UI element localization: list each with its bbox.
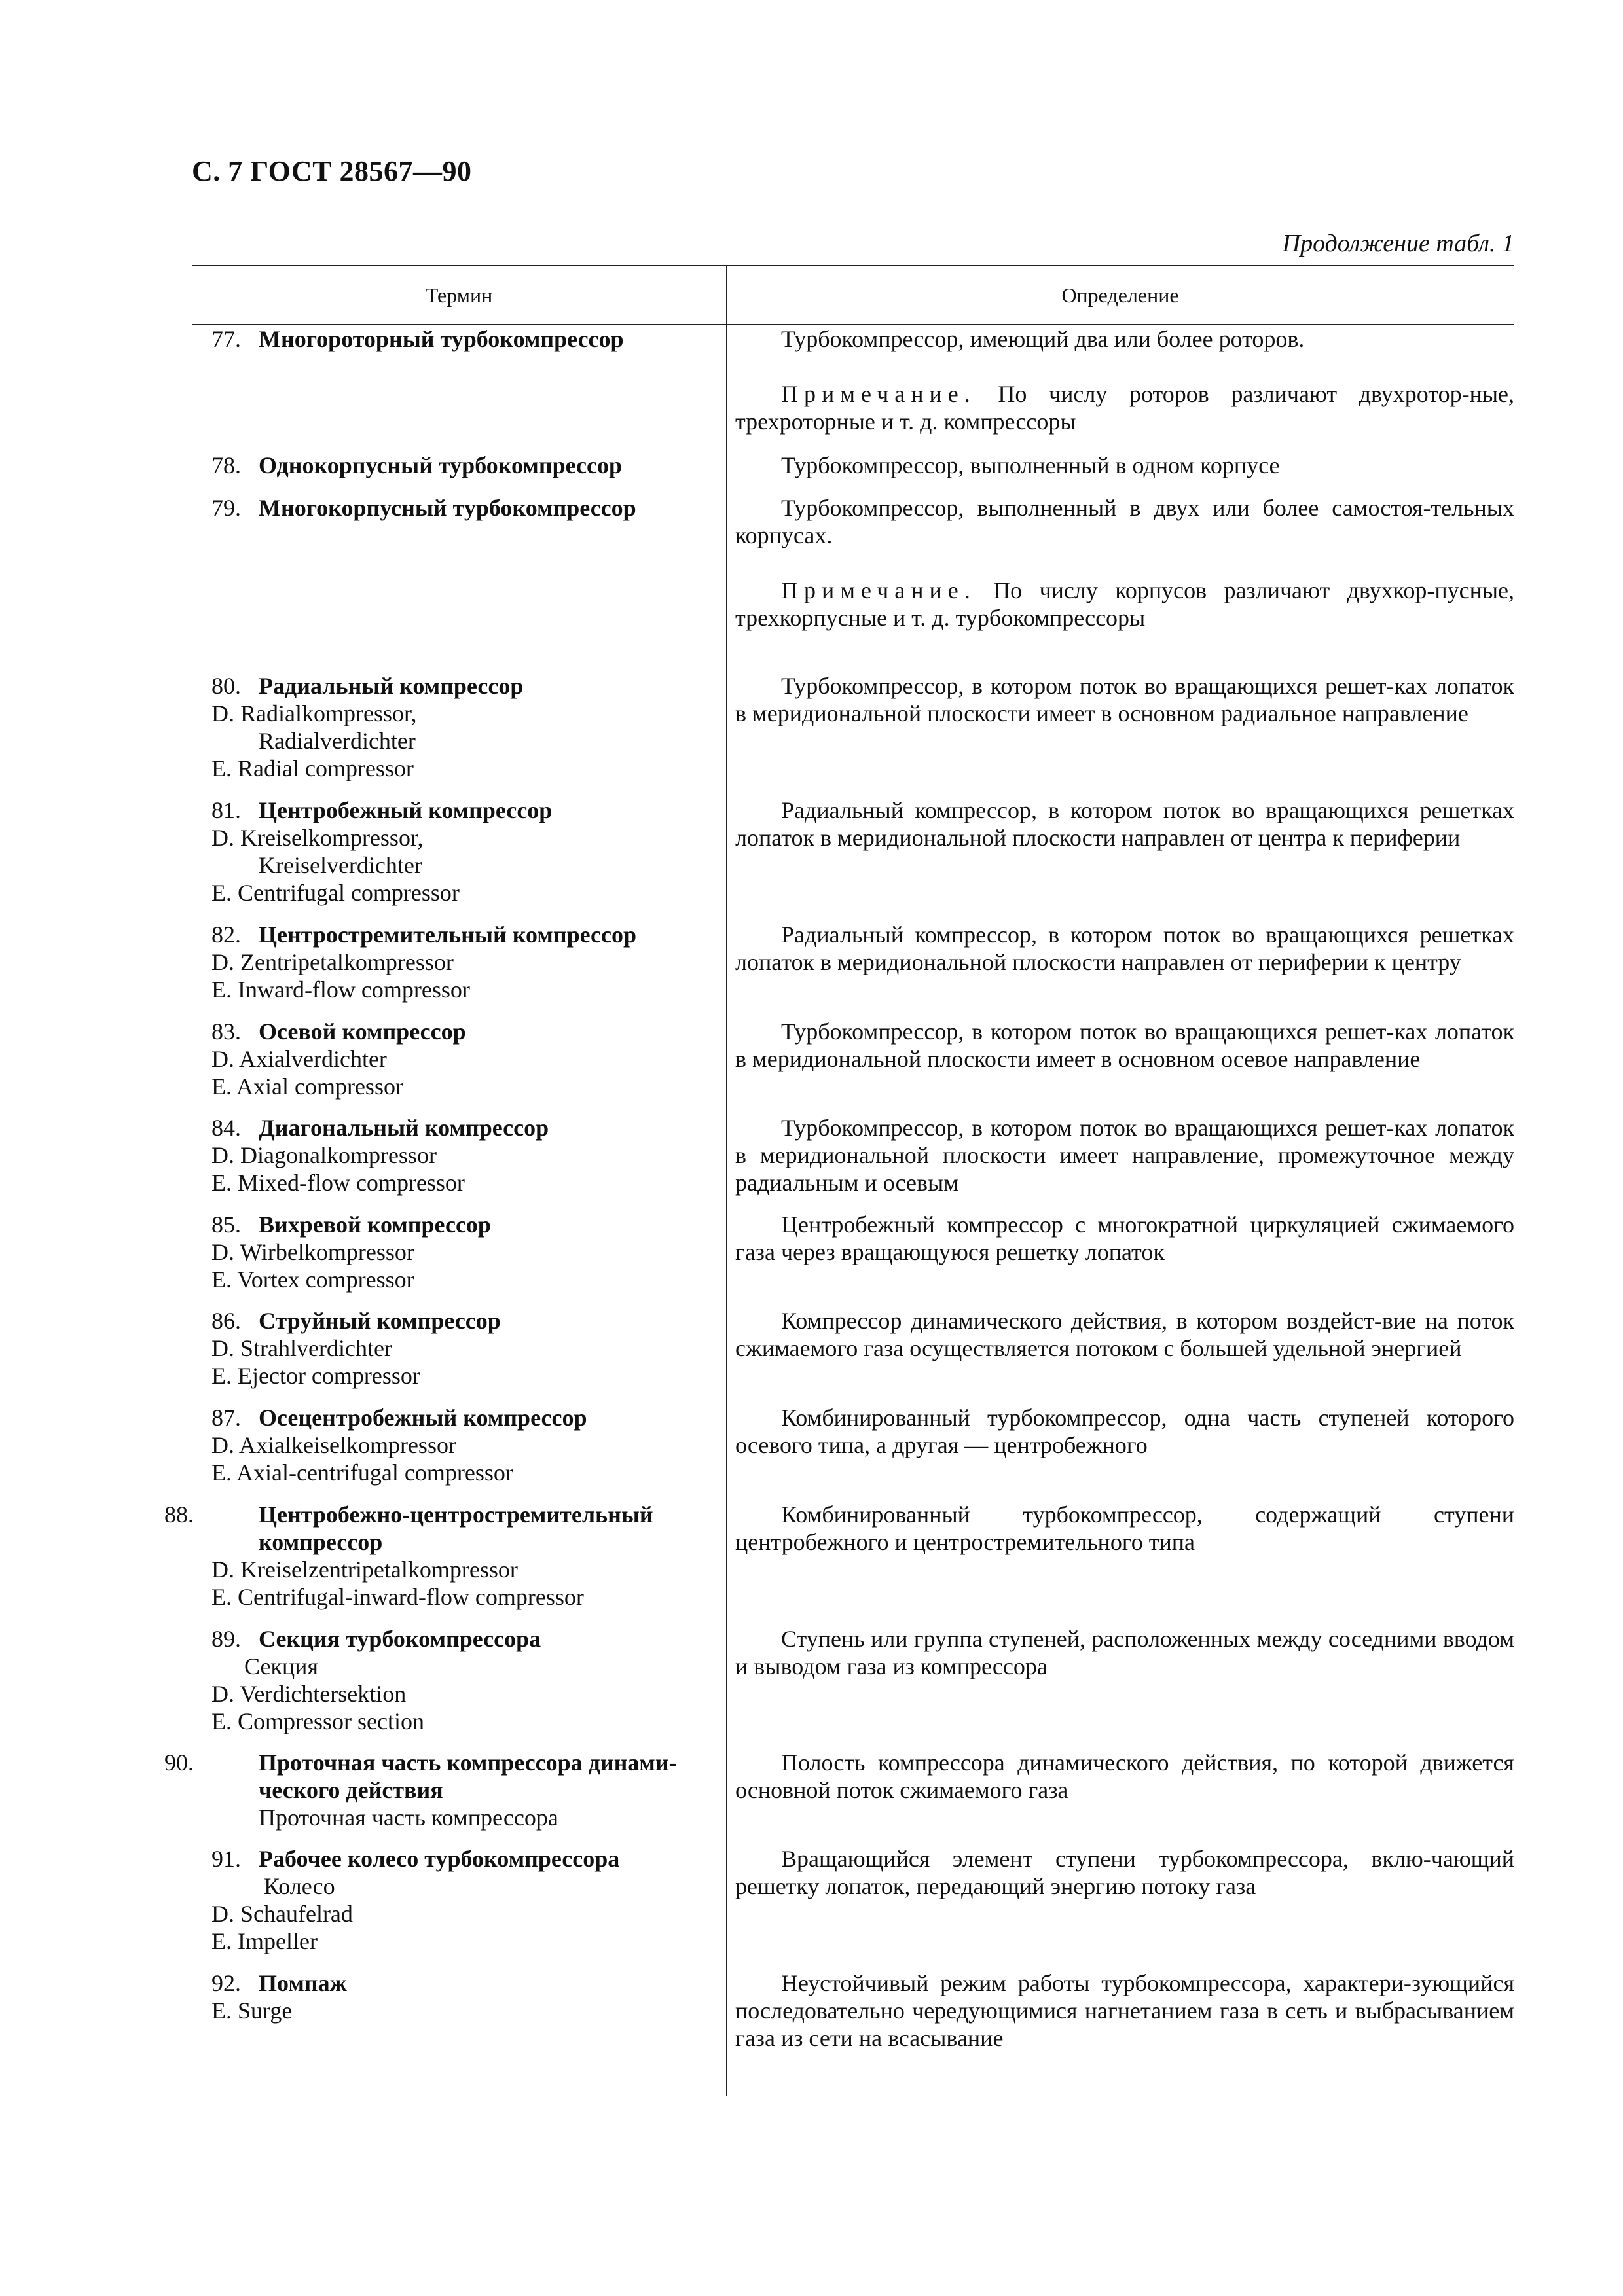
term-synonym: E. Inward-flow compressor	[211, 977, 470, 1003]
term-title	[211, 1969, 713, 1997]
term-title	[211, 797, 713, 824]
term-synonym: Radialverdichter	[259, 728, 416, 754]
column-header-definition: Определение	[1061, 283, 1179, 307]
term-number: 89.	[211, 1626, 241, 1652]
term-name: Вихревой компрессор	[259, 1211, 491, 1238]
term-synonym: Проточная часть компрессора	[259, 1804, 558, 1831]
term-title	[211, 1211, 713, 1238]
table-row	[192, 1404, 1514, 1486]
definition-text: Радиальный компрессор, в котором поток во вращающихся решетках лопаток в меридиональной плоскости направлен от центра к периферии	[735, 797, 1514, 851]
table-row	[192, 1307, 1514, 1390]
term-synonym: E. Ejector compressor	[211, 1363, 420, 1389]
term-cell	[192, 1625, 726, 1735]
definition-text: Турбокомпрессор, имеющий два или более роторов.	[781, 326, 1305, 352]
term-title	[211, 1307, 713, 1335]
term-title	[164, 1749, 713, 1804]
term-synonym: D. Wirbelkompressor	[211, 1239, 414, 1265]
table-row	[192, 1114, 1514, 1196]
term-cell	[192, 1845, 726, 1955]
term-cell	[164, 1501, 726, 1611]
definition-cell	[726, 325, 1514, 435]
term-number: 88.	[164, 1501, 194, 1528]
term-title	[211, 1114, 713, 1141]
term-synonym: E. Axial compressor	[211, 1073, 403, 1100]
term-title	[211, 494, 713, 522]
definition-cell	[726, 1211, 1514, 1293]
note-text: По числу роторов различают двухротор-ные, трехроторные и т. д. компрессоры	[735, 381, 1514, 435]
table-row	[192, 1625, 1514, 1735]
term-synonym: D. Axialverdichter	[211, 1046, 387, 1072]
term-number: 84.	[211, 1115, 241, 1141]
definition-cell	[726, 1501, 1514, 1611]
table-row	[192, 1845, 1514, 1955]
term-number: 80.	[211, 673, 241, 699]
definition-cell	[726, 1845, 1514, 1955]
definition-cell	[726, 494, 1514, 632]
definition-note	[735, 380, 1514, 435]
term-name: Рабочее колесо турбокомпрессора	[259, 1846, 620, 1872]
table-row	[192, 797, 1514, 906]
term-synonym: E. Axial-centrifugal compressor	[211, 1460, 513, 1486]
table-row	[192, 1018, 1514, 1100]
table-row	[192, 672, 1514, 782]
term-cell	[192, 921, 726, 1003]
term-cell	[192, 1969, 726, 2052]
term-name: Многокорпусный турбокомпрессор	[259, 495, 636, 521]
definition-note	[735, 577, 1514, 632]
term-title	[211, 921, 713, 948]
term-synonym: E. Mixed-flow compressor	[211, 1170, 465, 1196]
term-title	[211, 325, 713, 353]
term-cell	[192, 797, 726, 906]
term-name: Струйный компрессор	[259, 1308, 501, 1334]
term-cell	[192, 1018, 726, 1100]
term-number: 82.	[211, 922, 241, 948]
term-synonym: D. Kreiselzentripetalkompressor	[211, 1556, 518, 1583]
definition-cell	[726, 1018, 1514, 1100]
table-body	[164, 325, 1514, 2229]
term-name: Центробежный компрессор	[259, 797, 553, 823]
definition-text: Турбокомпрессор, выполненный в одном корпусе	[781, 452, 1280, 478]
term-number: 79.	[211, 495, 241, 521]
definition-text: Центробежный компрессор с многократной циркуляцией сжимаемого газа через вращающуюся решетку лопаток	[735, 1211, 1514, 1265]
term-number: 86.	[211, 1308, 241, 1334]
term-synonym: D. Diagonalkompressor	[211, 1142, 437, 1168]
term-name: Однокорпусный турбокомпрессор	[259, 452, 622, 478]
term-title	[211, 1018, 713, 1045]
table-row	[192, 1211, 1514, 1293]
term-synonym: E. Centrifugal-inward-flow compressor	[211, 1584, 584, 1610]
definition-cell	[726, 1404, 1514, 1486]
table-row	[192, 494, 1514, 632]
table-header-row	[192, 266, 1514, 324]
term-cell	[192, 452, 726, 479]
term-synonym: D. Zentripetalkompressor	[211, 949, 454, 975]
definition-text: Полость компрессора динамического действия, по которой движется основной поток сжимаемого газа	[735, 1749, 1514, 1803]
term-synonym: Kreiselverdichter	[259, 852, 422, 878]
term-cell	[192, 1114, 726, 1196]
term-synonym: D. Radialkompressor,	[211, 700, 417, 726]
term-number: 87.	[211, 1405, 241, 1431]
definition-cell	[726, 1969, 1514, 2052]
term-number: 85.	[211, 1211, 241, 1238]
note-label: Примечание.	[781, 381, 976, 407]
term-title	[211, 1845, 713, 1873]
term-synonym: E. Centrifugal compressor	[211, 880, 460, 906]
term-name: Осецентробежный компрессор	[259, 1405, 587, 1431]
note-label: Примечание.	[781, 577, 976, 603]
column-header-term: Термин	[425, 283, 493, 307]
term-cell	[192, 672, 726, 782]
term-synonym: Секция	[244, 1653, 319, 1679]
term-synonym: D. Axialkeiselkompressor	[211, 1432, 456, 1458]
definition-text: Вращающийся элемент ступени турбокомпрессора, вклю-чающий решетку лопаток, передающий энергию потоку газа	[735, 1846, 1514, 1899]
term-synonym: E. Impeller	[211, 1928, 318, 1954]
term-name: Центростремительный компрессор	[259, 922, 636, 948]
term-number: 91.	[211, 1846, 241, 1872]
term-title	[211, 452, 713, 479]
definition-cell	[726, 921, 1514, 1003]
term-synonym: D. Strahlverdichter	[211, 1335, 392, 1361]
term-cell	[164, 1749, 726, 1831]
term-name: Центробежно-центростремительный компрессор	[259, 1501, 653, 1555]
table-row	[164, 1749, 1514, 1831]
definition-cell	[726, 1114, 1514, 1196]
column-separator	[726, 266, 727, 324]
table-row	[192, 1969, 1514, 2052]
definition-text: Неустойчивый режим работы турбокомпрессора, характери-зующийся последовательно чередующимися нагнетанием газа в сеть и выбрасыванием газа из сети на всасывание	[735, 1970, 1514, 2051]
term-name: Секция турбокомпрессора	[259, 1626, 541, 1652]
term-cell	[192, 494, 726, 632]
page-header: С. 7 ГОСТ 28567—90	[192, 155, 472, 187]
definition-text: Ступень или группа ступеней, расположенных между соседними вводом и выводом газа из компрессора	[735, 1626, 1514, 1679]
definition-text: Компрессор динамического действия, в котором воздейст-вие на поток сжимаемого газа осуществляется потоком с большей удельной энергией	[735, 1308, 1514, 1361]
terms-table	[164, 265, 1514, 2229]
term-synonym: E. Surge	[211, 1998, 293, 2024]
term-cell	[192, 325, 726, 435]
term-title	[211, 1625, 713, 1653]
term-title	[211, 672, 713, 700]
definition-text: Турбокомпрессор, в котором поток во вращающихся решет-ках лопаток в меридиональной плоскости имеет в основном осевое направление	[735, 1018, 1514, 1072]
definition-cell	[726, 452, 1514, 479]
definition-text: Комбинированный турбокомпрессор, одна часть ступеней которого осевого типа, а другая — центробежного	[735, 1405, 1514, 1458]
term-name: Радиальный компрессор	[259, 673, 524, 699]
term-synonym: E. Vortex compressor	[211, 1266, 414, 1293]
term-cell	[192, 1307, 726, 1390]
term-synonym: D. Verdichtersektion	[211, 1681, 407, 1707]
definition-text: Турбокомпрессор, выполненный в двух или более самостоя-тельных корпусах.	[735, 495, 1514, 548]
term-number: 81.	[211, 797, 241, 823]
definition-text: Комбинированный турбокомпрессор, содержащий ступени центробежного и центростремительного типа	[735, 1501, 1514, 1555]
term-synonym: D. Kreiselkompressor,	[211, 825, 424, 851]
term-title	[211, 1404, 713, 1431]
term-number: 78.	[211, 452, 241, 478]
term-name: Диагональный компрессор	[259, 1115, 549, 1141]
term-title	[164, 1501, 713, 1556]
definition-text: Радиальный компрессор, в котором поток во вращающихся решетках лопаток в меридиональной плоскости направлен от периферии к центру	[735, 922, 1514, 975]
term-number: 92.	[211, 1970, 241, 1996]
definition-text: Турбокомпрессор, в котором поток во вращающихся решет-ках лопаток в меридиональной плоскости имеет в основном радиальное направление	[735, 673, 1514, 726]
term-number: 83.	[211, 1018, 241, 1045]
table-row	[192, 452, 1514, 479]
table-continuation-label: Продолжение табл. 1	[1282, 230, 1514, 257]
term-name: Проточная часть компрессора динами-ческого действия	[259, 1749, 677, 1803]
definition-cell	[726, 672, 1514, 782]
note-text: По числу корпусов различают двухкор-пусные, трехкорпусные и т. д. турбокомпрессоры	[735, 577, 1514, 631]
term-cell	[192, 1211, 726, 1293]
term-name: Многороторный турбокомпрессор	[259, 326, 624, 352]
definition-cell	[726, 1307, 1514, 1390]
definition-cell	[726, 797, 1514, 906]
table-row	[164, 1501, 1514, 1611]
term-synonym: Колесо	[264, 1873, 335, 1899]
definition-cell	[726, 1749, 1514, 1831]
term-cell	[192, 1404, 726, 1486]
term-number: 90.	[164, 1749, 194, 1776]
definition-text: Турбокомпрессор, в котором поток во вращающихся решет-ках лопаток в меридиональной плоскости имеет направление, промежуточное между радиальным и осевым	[735, 1115, 1514, 1196]
definition-cell	[726, 1625, 1514, 1735]
term-number: 77.	[211, 326, 241, 352]
table-row	[192, 921, 1514, 1003]
term-synonym: E. Radial compressor	[211, 755, 414, 781]
term-synonym: E. Compressor section	[211, 1708, 424, 1734]
term-synonym: D. Schaufelrad	[211, 1901, 353, 1927]
term-name: Помпаж	[259, 1970, 347, 1996]
term-name: Осевой компрессор	[259, 1018, 466, 1045]
table-row	[192, 325, 1514, 435]
